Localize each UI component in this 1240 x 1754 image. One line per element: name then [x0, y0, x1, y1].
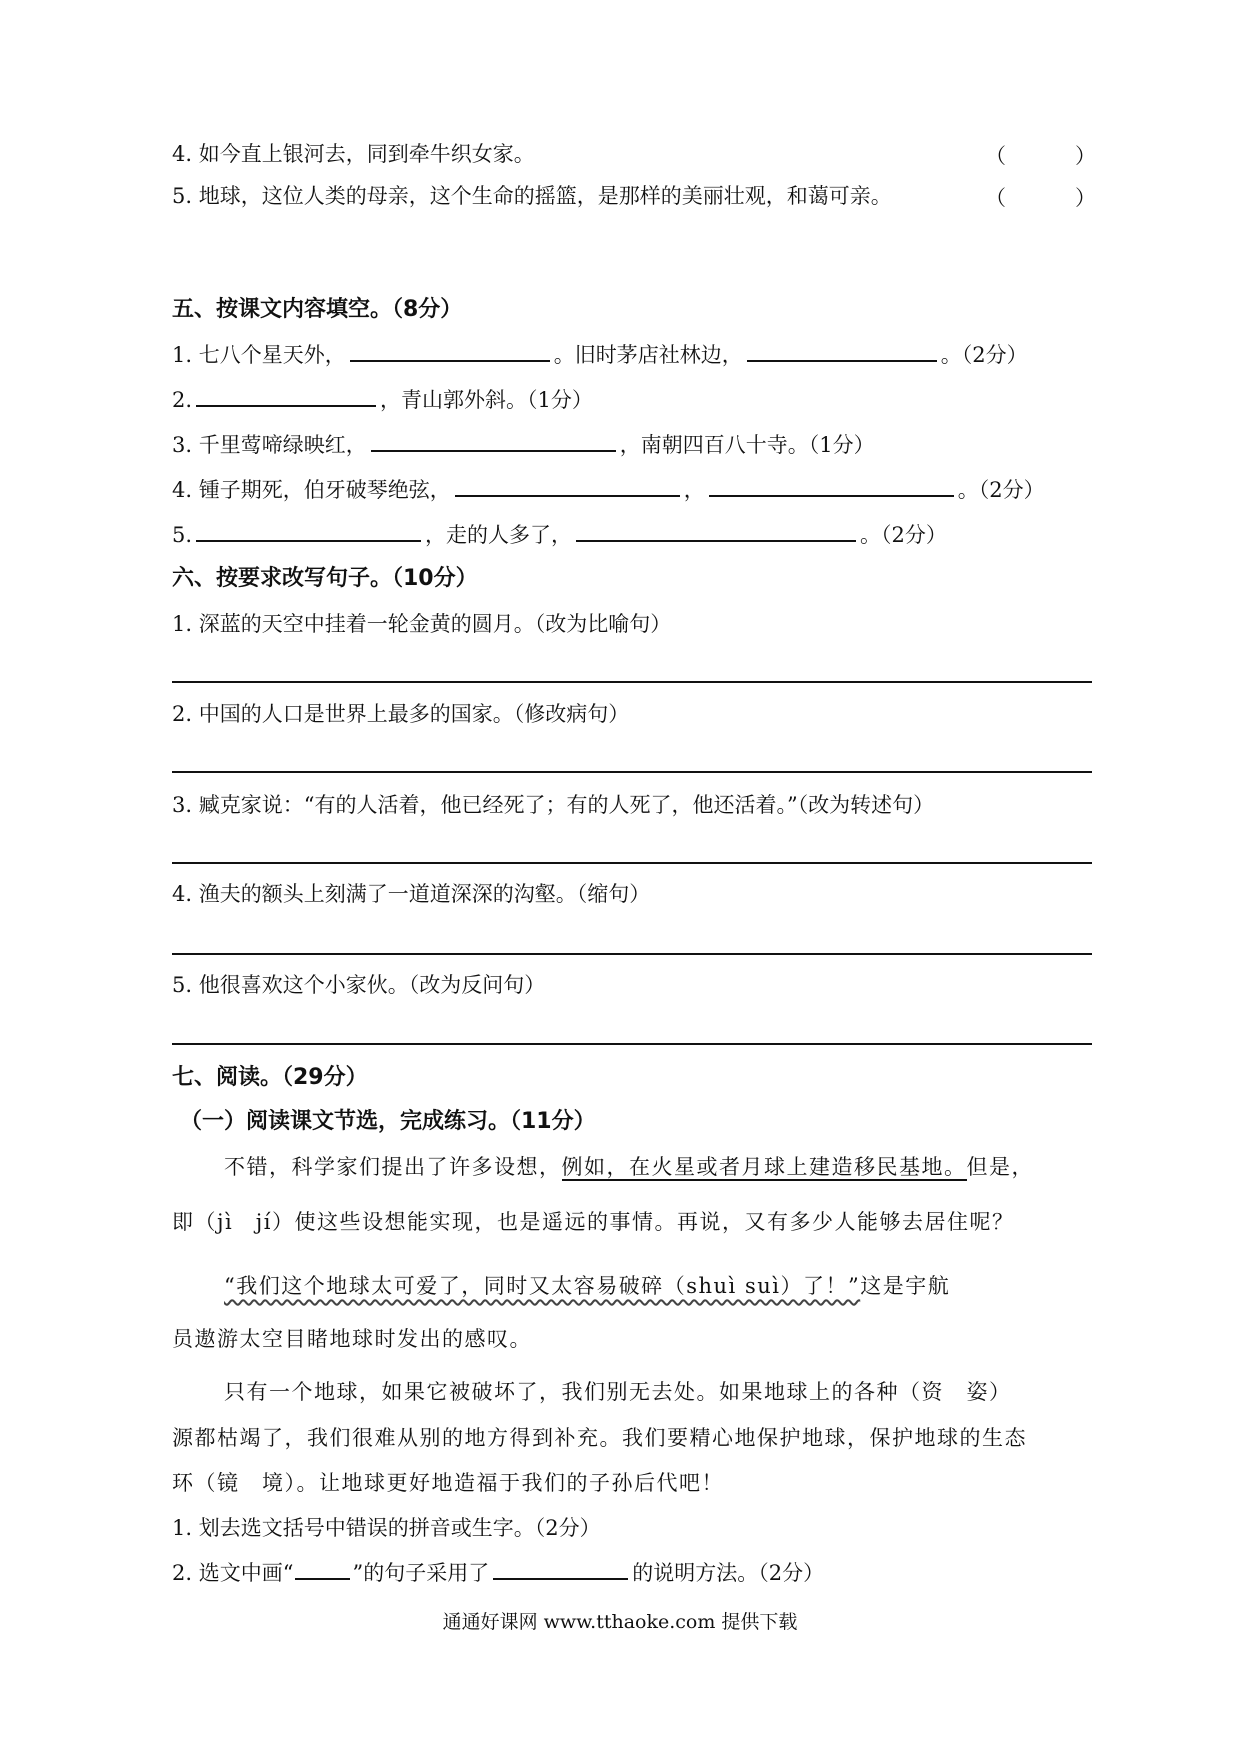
fill-blank[interactable] — [196, 385, 376, 407]
judge-paren-open-5: （ — [985, 186, 1006, 210]
answer-line[interactable] — [172, 953, 1092, 955]
fill-blank[interactable] — [455, 475, 680, 497]
section-5-heading: 五、按课文内容填空。（8分） — [172, 297, 463, 322]
passage-para-3-line-1: 只有一个地球，如果它被破坏了，我们别无去处。如果地球上的各种（资 姿） — [224, 1380, 1012, 1404]
judge-paren-close-5: ） — [1075, 186, 1096, 210]
fill-text: 2. — [172, 388, 193, 412]
answer-line[interactable] — [172, 681, 1092, 683]
fill-text: 1. 七八个星天外， — [172, 343, 346, 367]
passage-para-3-line-2: 源都枯竭了，我们很难从别的地方得到补充。我们要精心地保护地球，保护地球的生态 — [172, 1426, 1027, 1450]
rewrite-item-1: 1. 深蓝的天空中挂着一轮金黄的圆月。（改为比喻句） — [172, 612, 672, 636]
fill-blank[interactable] — [295, 1558, 350, 1580]
fill-blank[interactable] — [350, 340, 550, 362]
section-7-heading: 七、阅读。（29分） — [172, 1065, 368, 1090]
judge-paren-open-4: （ — [985, 144, 1006, 168]
judge-item-5: 5. 地球，这位人类的母亲，这个生命的摇篮，是那样的美丽壮观，和蔼可亲。 — [172, 184, 892, 208]
answer-line[interactable] — [172, 771, 1092, 773]
question-text: 2. 选文中画“ — [172, 1561, 294, 1585]
question-text: 的说明方法。（2分） — [632, 1561, 825, 1585]
reading-q1: 1. 划去选文括号中错误的拼音或生字。（2分） — [172, 1516, 601, 1540]
fill-blank[interactable] — [371, 430, 616, 452]
fill-blank[interactable] — [709, 475, 954, 497]
passage-text: 不错，科学家们提出了许多设想， — [224, 1155, 562, 1179]
fill-blank[interactable] — [493, 1558, 628, 1580]
fill-item-4 — [172, 475, 1045, 504]
judge-item-4: 4. 如今直上银河去，同到牵牛织女家。 — [172, 142, 535, 166]
passage-text: 这是宇航 — [860, 1274, 951, 1298]
fill-text: ，青山郭外斜。（1分） — [380, 388, 593, 412]
fill-text: 3. 千里莺啼绿映红， — [172, 433, 367, 457]
rewrite-item-3: 3. 臧克家说：“有的人活着，他已经死了；有的人死了，他还活着。”（改为转述句） — [172, 793, 935, 817]
answer-line[interactable] — [172, 862, 1092, 864]
reading-q2 — [172, 1558, 824, 1587]
fill-text: 。旧时茅店社林边， — [553, 343, 743, 367]
fill-blank[interactable] — [576, 520, 856, 542]
reading-1-heading: （一）阅读课文节选，完成练习。（11分） — [180, 1109, 596, 1134]
passage-para-1-line-2: 即（jì jí）使这些设想能实现，也是遥远的事情。再说，又有多少人能够去居住呢？ — [172, 1210, 1015, 1234]
passage-text: 但是， — [966, 1155, 1034, 1179]
fill-text: ，走的人多了， — [425, 523, 573, 547]
answer-line[interactable] — [172, 1043, 1092, 1045]
fill-blank[interactable] — [196, 520, 421, 542]
page-footer: 通通好课网 www.tthaoke.com 提供下载 — [442, 1611, 798, 1633]
passage-para-3-line-3: 环（镜 境）。让地球更好地造福于我们的子孙后代吧！ — [172, 1471, 724, 1495]
section-6-heading: 六、按要求改写句子。（10分） — [172, 566, 478, 591]
rewrite-item-2: 2. 中国的人口是世界上最多的国家。（修改病句） — [172, 702, 630, 726]
fill-blank[interactable] — [747, 340, 937, 362]
fill-item-2 — [172, 385, 593, 414]
fill-text: 4. 锺子期死，伯牙破琴绝弦， — [172, 478, 451, 502]
passage-para-2-line-1 — [172, 1272, 1092, 1300]
passage-para-2-line-2: 员遨游太空目睹地球时发出的感叹。 — [172, 1327, 532, 1351]
wavy-underlined-sentence: “我们这个地球太可爱了，同时又太容易破碎（shuì suì）了！” — [224, 1274, 861, 1298]
rewrite-item-4: 4. 渔夫的额头上刻满了一道道深深的沟壑。（缩句） — [172, 882, 651, 906]
underlined-sentence: 例如，在火星或者月球上建造移民基地。 — [561, 1155, 967, 1179]
fill-text: 。（2分） — [940, 343, 1028, 367]
fill-item-1 — [172, 340, 1028, 369]
fill-item-5 — [172, 520, 947, 549]
question-text: ”的句子采用了 — [352, 1561, 490, 1585]
judge-paren-close-4: ） — [1075, 144, 1096, 168]
fill-text: 。（2分） — [957, 478, 1045, 502]
fill-text: 。（2分） — [860, 523, 947, 547]
rewrite-item-5: 5. 他很喜欢这个小家伙。（改为反问句） — [172, 973, 546, 997]
fill-text: ，南朝四百八十寺。（1分） — [619, 433, 875, 457]
fill-text: ， — [683, 478, 705, 502]
fill-item-3 — [172, 430, 875, 459]
fill-text: 5. — [172, 523, 193, 547]
passage-para-1-line-1 — [172, 1153, 1092, 1181]
